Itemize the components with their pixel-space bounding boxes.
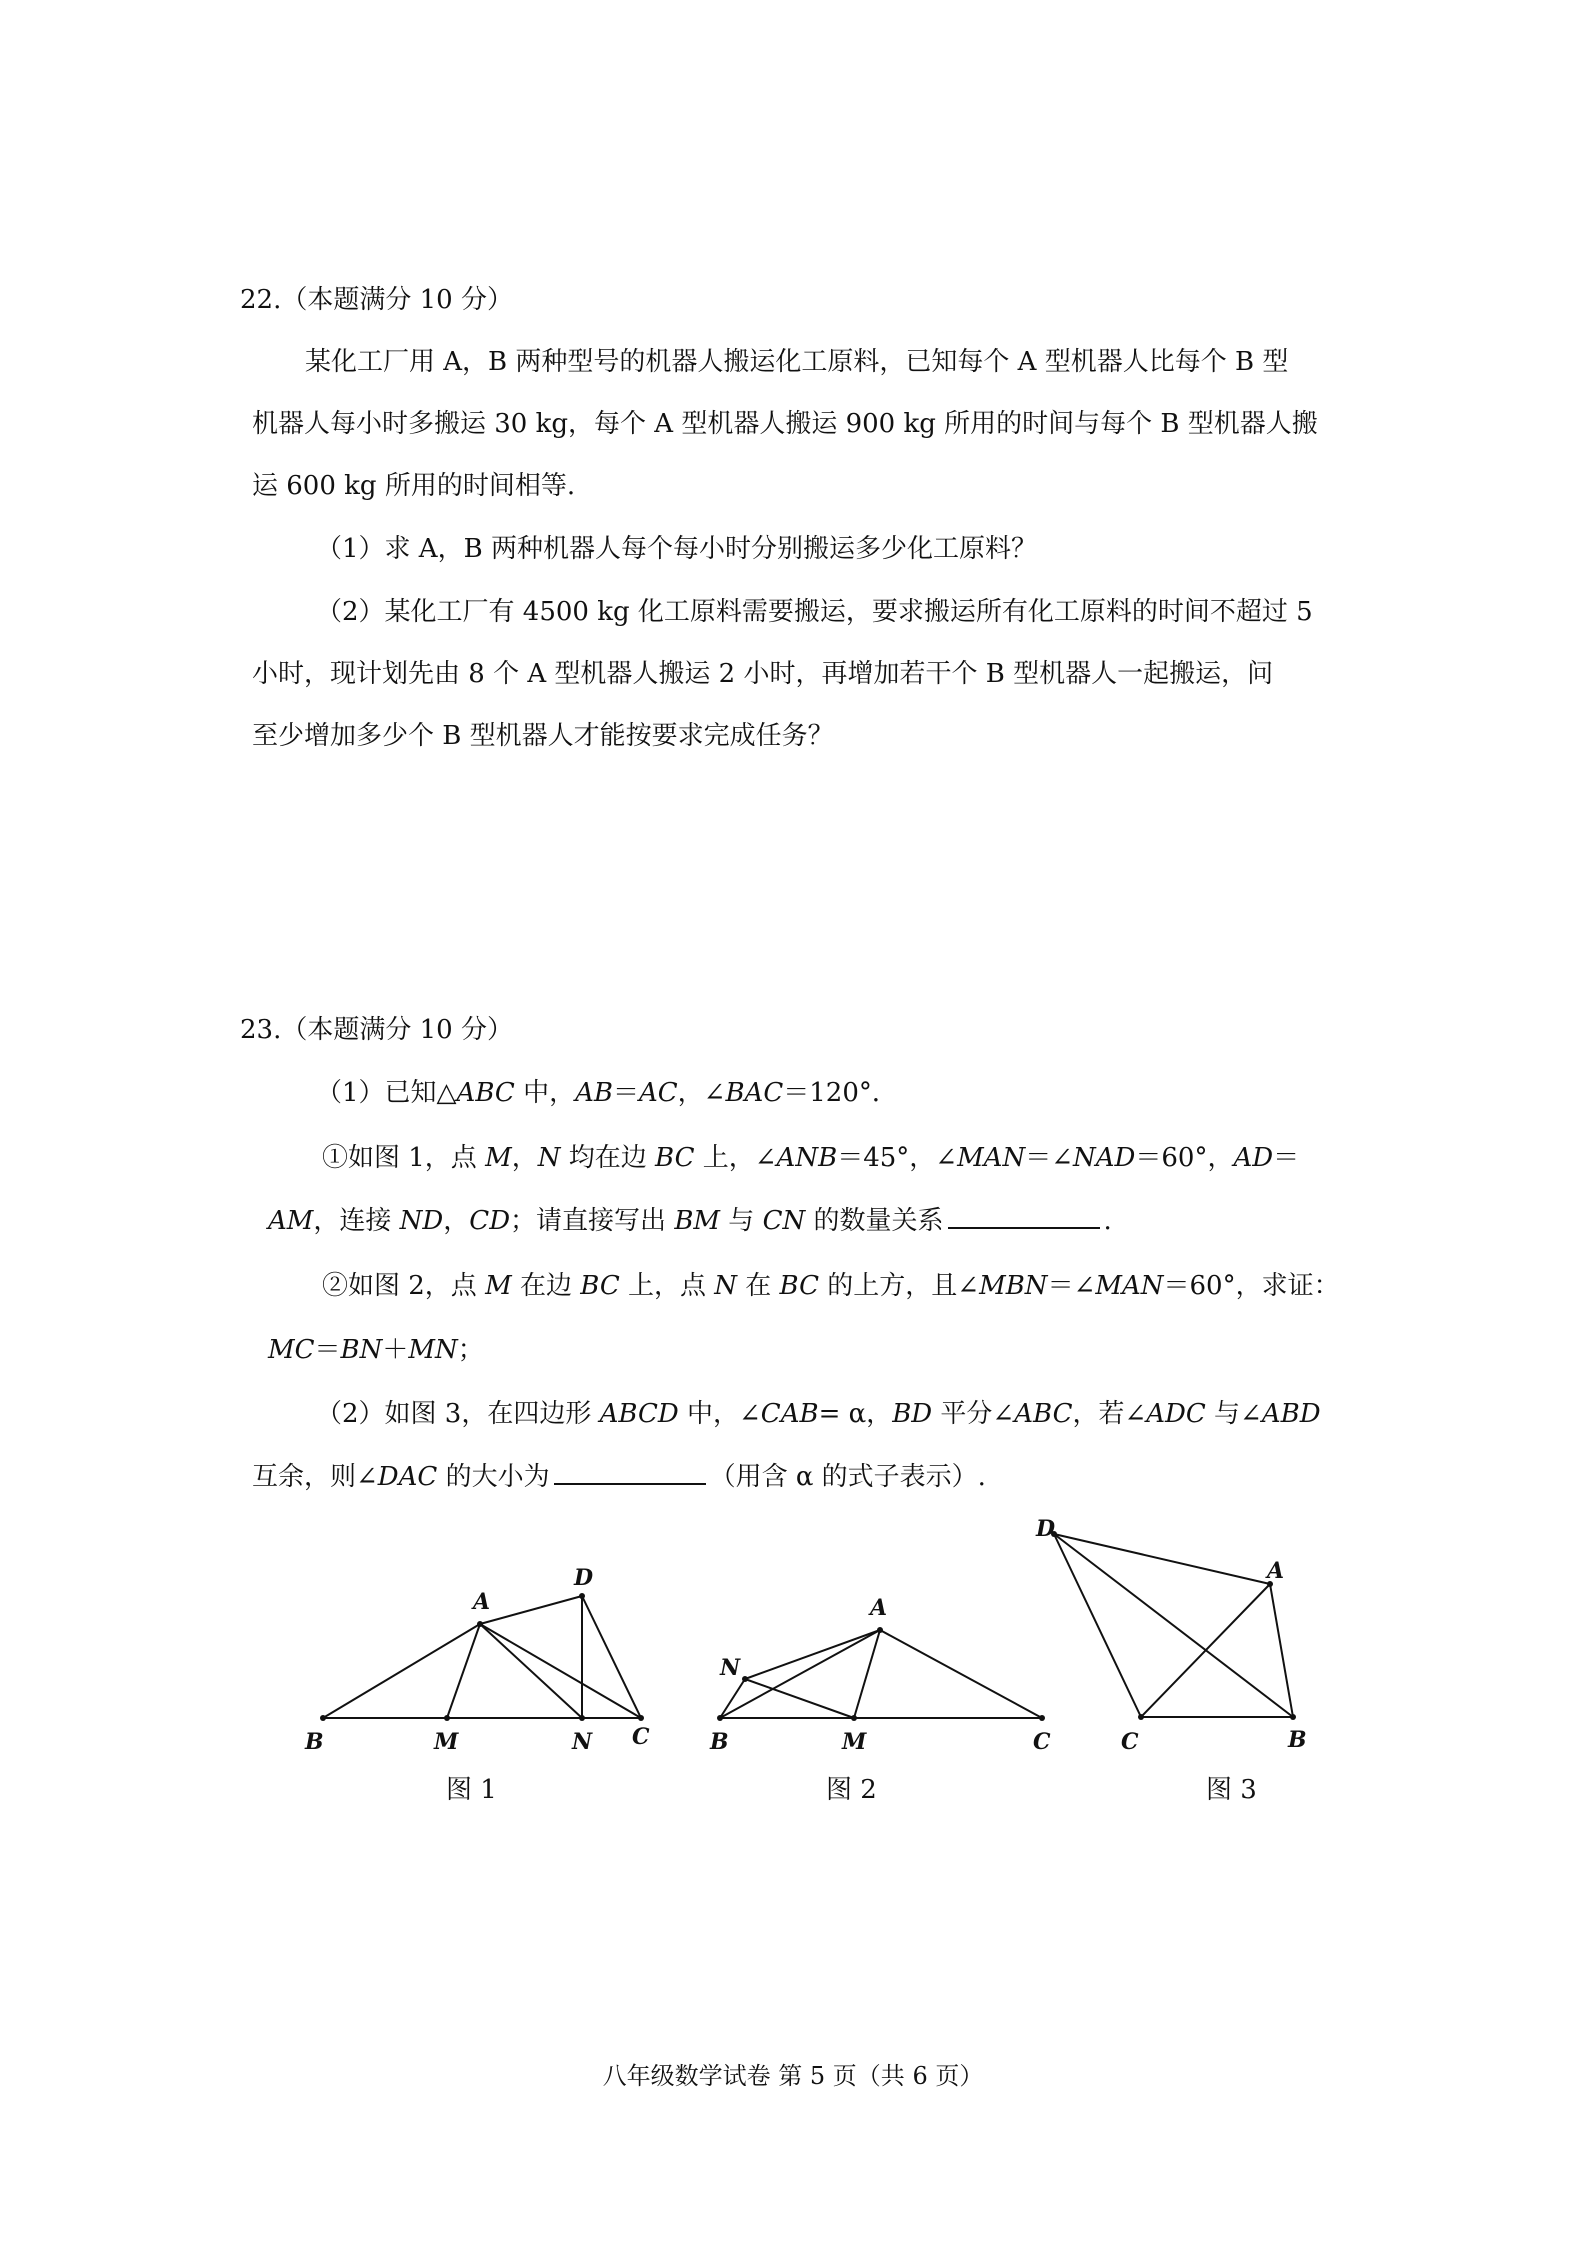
q23-part1-premise: （1）已知△ABC 中，AB＝AC，∠BAC＝120°． [316, 1078, 898, 1108]
fig2-point-a [877, 1627, 883, 1633]
fig2-point-m [851, 1715, 857, 1721]
fig1-point-m [444, 1715, 450, 1721]
q23-part2-line-1: （2）如图 3，在四边形 ABCD 中，∠CAB= α，BD 平分∠ABC，若∠ADC 与∠ABD [316, 1399, 1321, 1429]
fig3-segment-ac [1141, 1584, 1270, 1717]
q22-paragraph-line-2: 机器人每小时多搬运 30 kg，每个 A 型机器人搬运 900 kg 所用的时间与每个 B 型机器人搬 [252, 409, 1318, 439]
q23-case1-line-2: AM，连接 ND，CD；请直接写出 BM 与 CN 的数量关系 . [268, 1201, 1112, 1241]
q22-paragraph-line-1: 某化工厂用 A，B 两种型号的机器人搬运化工原料，已知每个 A 型机器人比每个 B 型 [305, 347, 1289, 377]
fig1-segment-ab [323, 1624, 480, 1718]
fig1-point-c [638, 1715, 644, 1721]
fig2-segment-mn [745, 1679, 854, 1718]
fig3-point-b [1290, 1714, 1296, 1720]
q23-case2-line-2: MC＝BN＋MN； [268, 1335, 484, 1365]
fig1-segment-ac [480, 1624, 641, 1718]
fig2-label-a: A [870, 1595, 888, 1621]
fig2-point-n [742, 1676, 748, 1682]
fig3-label-d: D [1036, 1516, 1056, 1542]
q22-subquestion-1: （1）求 A，B 两种机器人每个每小时分别搬运多少化工原料？ [316, 534, 1037, 564]
q22-paragraph-line-3: 运 600 kg 所用的时间相等. [252, 471, 576, 501]
answer-blank-2[interactable] [554, 1459, 706, 1485]
q23-case2-line-1: ②如图 2，点 M 在边 BC 上，点 N 在 BC 的上方，且∠MBN＝∠MAN＝60°，求证： [322, 1271, 1340, 1301]
fig2-segment-an [745, 1630, 880, 1679]
fig2-label-m: M [842, 1729, 867, 1755]
fig1-point-d [579, 1593, 585, 1599]
fig2-point-b [717, 1715, 723, 1721]
fig1-segment-am [447, 1624, 480, 1718]
fig1-label-a: A [473, 1589, 491, 1615]
figure-1-caption: 图 1 [446, 1775, 497, 1805]
fig2-label-c: C [1033, 1729, 1051, 1755]
page-footer: 八年级数学试卷 第 5 页（共 6 页） [602, 2062, 984, 2090]
fig3-point-c [1138, 1714, 1144, 1720]
fig3-segment-ab [1270, 1584, 1293, 1717]
fig3-label-b: B [1288, 1727, 1307, 1753]
fig2-segment-ac [880, 1630, 1042, 1718]
q22-subquestion-2-line-3: 至少增加多少个 B 型机器人才能按要求完成任务？ [252, 721, 834, 751]
q22-subquestion-2-line-1: （2）某化工厂有 4500 kg 化工原料需要搬运，要求搬运所有化工原料的时间不超过 5 [316, 597, 1313, 627]
fig2-segment-ab [720, 1630, 880, 1718]
fig1-segment-an [480, 1624, 582, 1718]
fig3-segment-cd [1054, 1534, 1141, 1717]
fig3-label-a: A [1267, 1558, 1285, 1584]
q23-case1-line-1: ①如图 1，点 M，N 均在边 BC 上，∠ANB＝45°，∠MAN＝∠NAD＝60°，AD＝ [322, 1143, 1300, 1173]
figure-3-diagram [1020, 1510, 1340, 1760]
fig3-label-c: C [1121, 1729, 1139, 1755]
fig1-label-b: B [305, 1729, 324, 1755]
fig1-point-b [320, 1715, 326, 1721]
q22-heading: 22.（本题满分 10 分） [240, 285, 513, 315]
figure-2-caption: 图 2 [826, 1775, 877, 1805]
q23-heading: 23.（本题满分 10 分） [240, 1015, 513, 1045]
fig1-point-n [579, 1715, 585, 1721]
q23-part2-line-2: 互余，则∠DAC 的大小为 （用含 α 的式子表示）. [252, 1457, 986, 1497]
fig1-label-n: N [572, 1729, 593, 1755]
fig2-label-b: B [710, 1729, 729, 1755]
fig1-point-a [477, 1621, 483, 1627]
fig1-segment-ad [480, 1596, 582, 1624]
figure-3-caption: 图 3 [1206, 1775, 1257, 1805]
fig1-label-d: D [574, 1565, 594, 1591]
fig1-label-m: M [434, 1729, 459, 1755]
fig1-label-c: C [632, 1724, 650, 1750]
q22-subquestion-2-line-2: 小时，现计划先由 8 个 A 型机器人搬运 2 小时，再增加若干个 B 型机器人一起搬运，问 [252, 659, 1274, 689]
fig2-label-n: N [720, 1655, 741, 1681]
figure-1-diagram [300, 1560, 680, 1760]
answer-blank-1[interactable] [948, 1203, 1100, 1229]
